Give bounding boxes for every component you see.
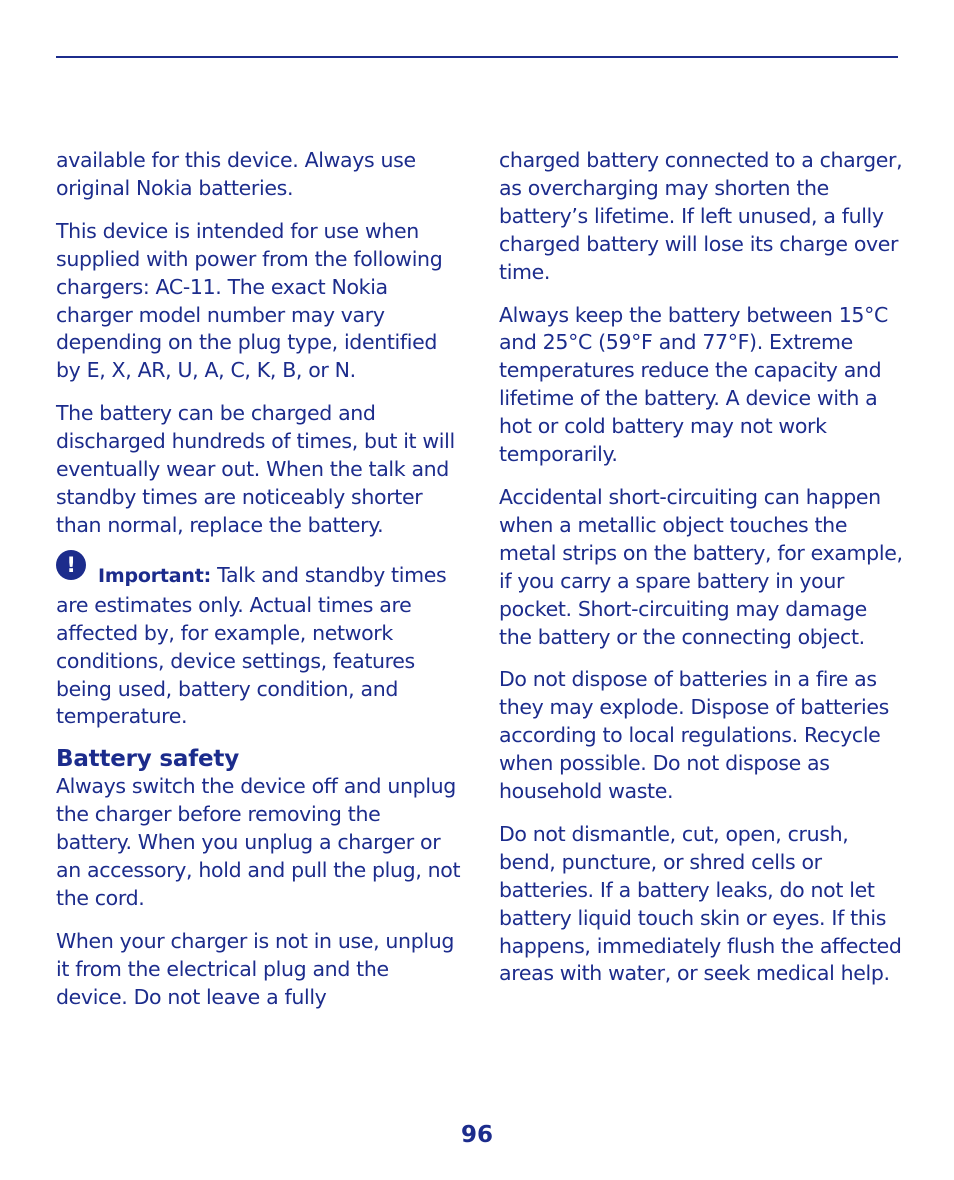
paragraph-temperature: Always keep the battery between 15°C and 25°C (59°F and 77°F). Extreme temperatures reduce the capacity and lifetime of the battery. A device with a hot or cold battery may not work temporarily. (499, 302, 888, 467)
paragraph-dismantle: Do not dismantle, cut, open, crush, bend, puncture, or shred cells or batteries. If a battery leaks, do not let battery liquid touch skin or eyes. If this happens, immediately flush the affected areas with water, or seek medical help. (499, 821, 902, 986)
section-heading-battery-safety: Battery safety (56, 746, 239, 773)
paragraph-charger-not-in-use: When your charger is not in use, unplug it from the electrical plug and the device. Do not leave a fully (56, 928, 455, 1009)
header-rule (56, 56, 898, 58)
exclamation-icon: ! (56, 550, 86, 580)
paragraph-battery-wear: The battery can be charged and discharged hundreds of times, but it will eventually wear out. When the talk and standby times are noticeably shorter than normal, replace the battery. (56, 401, 455, 537)
important-note-text: Talk and standby times are estimates only. Actual times are affected by, for example, network conditions, device settings, features being used, battery condition, and temperature. (56, 562, 447, 729)
paragraph-disposal: Do not dispose of batteries in a fire as they may explode. Dispose of batteries according to local regulations. Recycle when possible. Do not dispose as household waste. (499, 667, 889, 804)
important-note (56, 552, 461, 732)
paragraph-short-circuit: Accidental short-circuiting can happen when a metallic object touches the metal strips on the battery, for example, if you carry a spare battery in your pocket. Short-circuiting may damage the battery or the connecting object. (499, 484, 903, 649)
paragraph-original-batteries: available for this device. Always use original Nokia batteries. (56, 148, 416, 200)
paragraph-overcharging: charged battery connected to a charger, as overcharging may shorten the battery’s lifetime. If left unused, a fully charged battery will lose its charge over time. (499, 148, 903, 284)
right-column (499, 147, 904, 1003)
page-number: 96 (460, 1122, 493, 1148)
paragraph-switch-off: Always switch the device off and unplug the charger before removing the battery. When you unplug a charger or an accessory, hold and pull the plug, not the cord. (56, 774, 461, 910)
important-label: Important: (98, 564, 212, 587)
paragraph-chargers: This device is intended for use when supplied with power from the following chargers: AC-11. The exact Nokia charger model number may vary depending on the plug type, identified by E, X, AR, U, A, C, K, B, or N. (56, 218, 443, 383)
left-column (56, 147, 461, 1027)
